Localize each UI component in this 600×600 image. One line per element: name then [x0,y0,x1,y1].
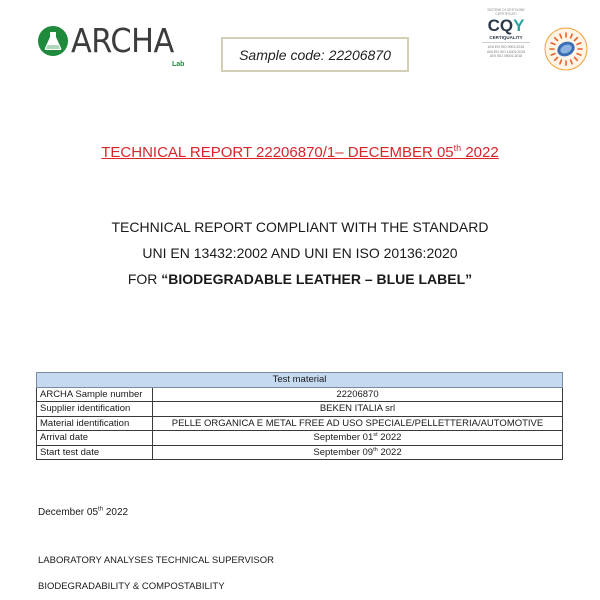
test-material-table [36,372,563,460]
row-label: Arrival date [37,431,153,446]
row-label: Supplier identification [37,402,153,417]
table-row [37,402,563,417]
row-label: ARCHA Sample number [37,387,153,402]
department-title: BIODEGRADABILITY & COMPOSTABILITY [38,581,225,592]
row-value-year: 2022 [377,446,402,458]
cqy-logo-left: CQ [487,16,514,35]
row-value [153,416,563,431]
sample-code-label: Sample code: 22206870 [239,46,391,63]
cert-standards [482,45,530,59]
row-value [153,431,563,446]
cqy-logo [482,17,530,35]
archa-lab-logo [38,22,193,70]
compliance-line-1: TECHNICAL REPORT COMPLIANT WITH THE STANDARD [111,219,489,235]
certiquality-badge [482,8,530,68]
flask-icon [38,26,68,56]
row-value-year: 2022 [377,432,402,444]
table-header: Test material [37,373,563,388]
cert-standard-line: UNI ISO 45001:2018 [489,54,523,58]
supervisor-title: LABORATORY ANALYSES TECHNICAL SUPERVISOR [38,555,275,566]
row-value-sup: th [373,446,378,453]
report-date-sup: th [98,506,104,513]
table-row [37,387,563,402]
compliance-statement [0,214,600,292]
row-value [153,402,563,417]
logo-subtitle: Lab [172,61,185,68]
report-title-year: 2022 [461,144,499,161]
cert-standard-line: UNI EN ISO 14001:2015 [486,49,526,54]
row-value-text: BEKEN ITALIA srl [319,403,396,415]
report-title-sup: th [453,143,462,153]
sample-code-box [221,37,409,72]
row-value [153,445,563,460]
report-date-year: 2022 [103,507,129,518]
product-name: “BIODEGRADABLE LEATHER – BLUE LABEL” [161,271,473,287]
table-row [37,416,563,431]
cert-subtitle: CERTIQUALITY [482,35,530,43]
compliance-line-3 [0,266,600,292]
row-value-text: September 01 [313,432,374,444]
cert-top-text: SISTEMI DI GESTIONE CERTIFICATI [487,8,525,16]
row-value-text: 22206870 [336,388,379,400]
table-header-row [37,373,563,388]
logo-wordmark: ARCHA [71,21,174,60]
report-title [0,144,600,161]
row-label: Material identification [37,416,153,431]
row-value-sup: st [373,432,378,439]
row-value-text: PELLE ORGANICA E METAL FREE AD USO SPECIALE/PELLETTERIA/AUTOMOTIVE [171,417,544,429]
certified-organization-seal-icon [543,26,589,72]
report-date [38,507,128,518]
report-title-text: TECHNICAL REPORT 22206870/1– DECEMBER 05 [101,144,454,161]
row-label: Start test date [37,445,153,460]
cqy-logo-right: Y [513,16,525,35]
compliance-line-2: UNI EN 13432:2002 AND UNI EN ISO 20136:2020 [142,245,458,261]
table-row [37,445,563,460]
table-row [37,431,563,446]
row-value-text: September 09 [313,446,374,458]
report-date-text: December 05 [38,507,99,518]
cert-standard-line: UNI EN ISO 9001:2015 [487,45,525,49]
row-value [153,387,563,402]
compliance-for: FOR [127,271,162,287]
